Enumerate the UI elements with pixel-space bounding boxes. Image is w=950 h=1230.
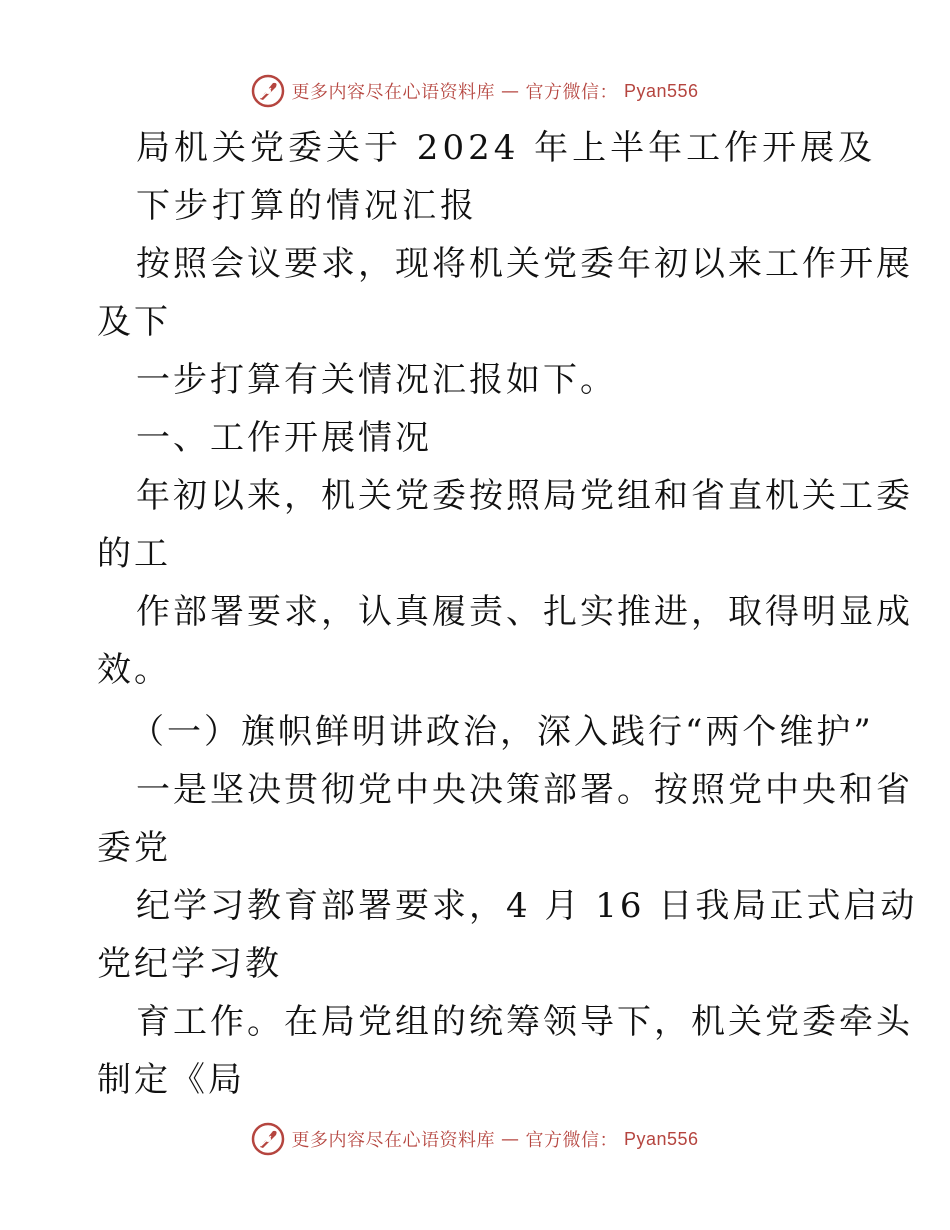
watermark-label: 官方微信： <box>525 82 618 103</box>
paragraph-line: 一步打算有关情况汇报如下。 <box>136 360 617 400</box>
paragraph-line: 年初以来，机关党委按照局党组和省直机关工委 <box>136 476 913 516</box>
watermark-text: 更多内容尽在心语资料库 <box>291 1130 495 1151</box>
paragraph-line: 按照会议要求，现将机关党委年初以来工作开展 <box>136 244 913 284</box>
watermark-text: 更多内容尽在心语资料库 <box>291 82 495 103</box>
paragraph-line: 制定《局 <box>97 1060 245 1100</box>
paragraph-line: 及下 <box>97 302 171 342</box>
subsection-heading: （一）旗帜鲜明讲政治，深入践行“两个维护” <box>130 712 874 752</box>
watermark-dash: — <box>500 80 520 102</box>
watermark-wechat-id: Pyan556 <box>623 1128 699 1149</box>
paragraph-line: 党纪学习教 <box>97 944 282 984</box>
paragraph-line: 纪学习教育部署要求，4 月 16 日我局正式启动 <box>136 886 918 926</box>
paragraph-line: 作部署要求，认真履责、扎实推进，取得明显成 <box>136 592 913 632</box>
watermark-header <box>0 74 950 108</box>
paragraph-line: 效。 <box>97 650 171 690</box>
paragraph-line: 一是坚决贯彻党中央决策部署。按照党中央和省 <box>136 770 913 810</box>
paragraph-line: 育工作。在局党组的统筹领导下，机关党委牵头 <box>136 1002 913 1042</box>
document-title-line-1: 局机关党委关于 2024 年上半年工作开展及 <box>136 128 877 168</box>
paragraph-line: 的工 <box>97 534 171 574</box>
paragraph-line: 委党 <box>97 828 171 868</box>
feather-pen-logo-icon <box>251 1122 285 1156</box>
section-heading: 一、工作开展情况 <box>136 418 432 458</box>
feather-pen-logo-icon <box>251 74 285 108</box>
watermark-footer <box>0 1122 950 1156</box>
watermark-dash: — <box>500 1128 520 1150</box>
watermark-label: 官方微信： <box>525 1130 618 1151</box>
watermark-wechat-id: Pyan556 <box>623 80 699 101</box>
document-title-line-2: 下步打算的情况汇报 <box>136 186 478 226</box>
